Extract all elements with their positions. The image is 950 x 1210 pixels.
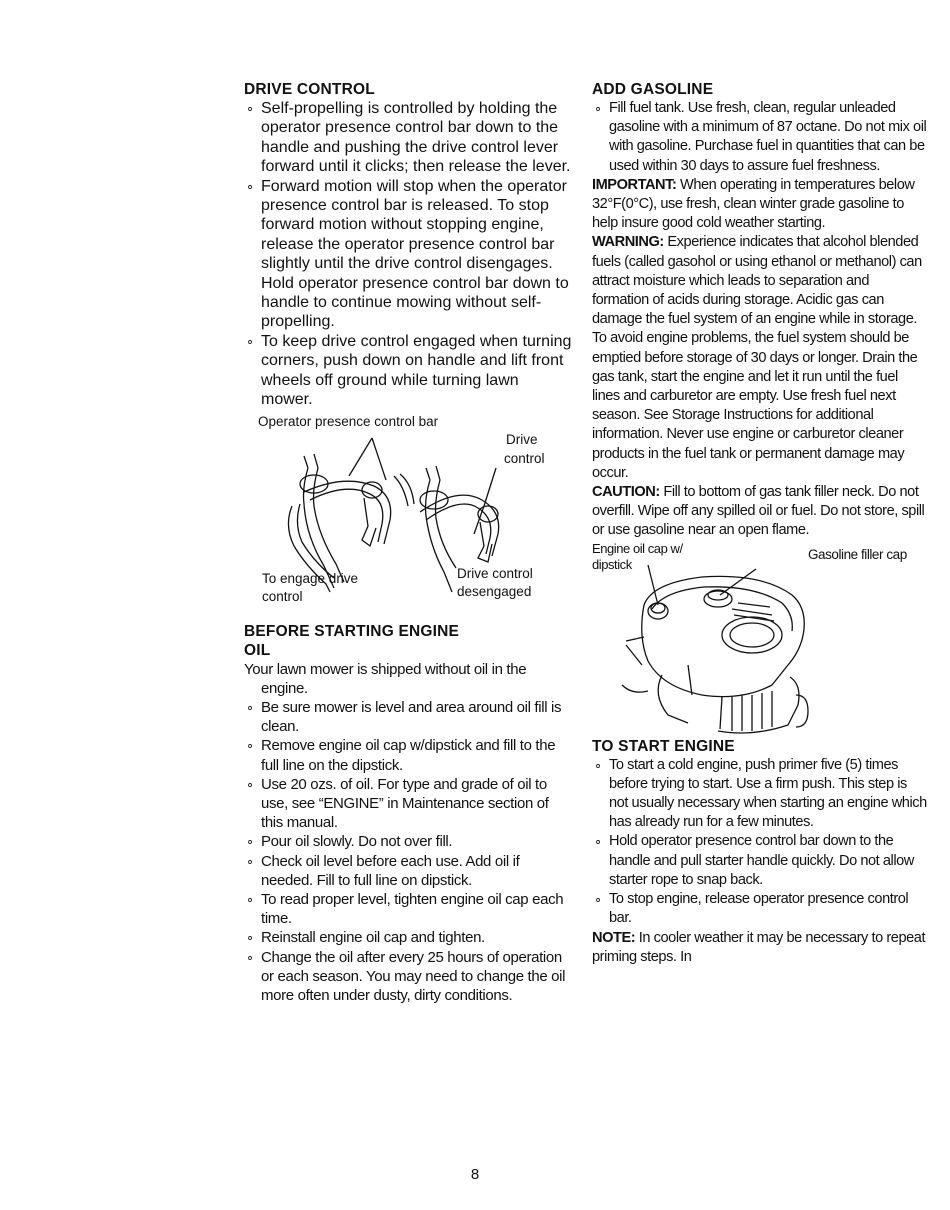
- operator-bar-label: Operator presence control bar: [258, 413, 439, 429]
- important-paragraph: [592, 176, 927, 234]
- oil-cap-label-line1: Engine oil cap w/: [592, 540, 683, 556]
- warning-label: WARNING:: [592, 234, 664, 251]
- filler-cap-label: Gasoline filler cap: [808, 546, 907, 562]
- gasoline-list: [592, 99, 927, 176]
- list-item: ∘ Pour oil slowly. Do not over fill.: [244, 832, 574, 851]
- important-text: When operating in temperatures below 32°F(0°C), use fresh, clean winter grade gasoline to help insure good cold weather starting.: [592, 176, 915, 232]
- list-item: ∘ To keep drive control engaged when turning corners, push down on handle and lift front wheels off ground while turning lawn mower.: [244, 332, 574, 410]
- list-item: ∘ Use 20 ozs. of oil. For type and grade of oil to use, see “ENGINE” in Maintenance section of this manual.: [244, 775, 574, 833]
- list-item: ∘ Hold operator presence control bar down to the handle and pull starter handle quickly. Do not allow starter rope to snap back.: [592, 832, 927, 890]
- drive-control-heading: DRIVE CONTROL: [244, 81, 375, 98]
- warning-paragraph: [592, 233, 927, 483]
- to-start-list: [592, 756, 927, 929]
- list-item: ∘ Reinstall engine oil cap and tighten.: [244, 928, 574, 947]
- list-item: ∘ Change the oil after every 25 hours of operation or each season. You may need to change the oil more often under dusty, dirty conditions.: [244, 948, 574, 1006]
- list-item: ∘ Forward motion will stop when the operator presence control bar is released. To stop forward motion without stopping engine, release the operator presence control bar slightly until the drive control disengages. Hold operator presence control bar down to handle to continue mowing without self-propelling.: [244, 177, 574, 332]
- caution-paragraph: [592, 483, 927, 541]
- before-starting-heading: BEFORE STARTING ENGINE: [244, 622, 460, 640]
- left-column: [244, 80, 574, 1005]
- to-start-heading: TO START ENGINE: [592, 737, 735, 755]
- oil-subheading: OIL: [244, 641, 271, 659]
- drive-control-label-line1: Drive: [506, 431, 538, 447]
- drive-control-list: [244, 99, 574, 410]
- engine-figure: [592, 540, 922, 735]
- disengaged-label-line1: Drive control: [457, 565, 533, 581]
- add-gasoline-heading: ADD GASOLINE: [592, 81, 714, 98]
- before-starting-section: [244, 622, 574, 1006]
- drive-control-figure: [244, 413, 574, 612]
- drive-control-label-line2: control: [504, 450, 545, 466]
- note-text: In cooler weather it may be necessary to repeat priming steps. In: [592, 929, 926, 965]
- caution-label: CAUTION:: [592, 484, 660, 501]
- list-item: ∘ Self-propelling is controlled by holding the operator presence control bar down to the handle and pushing the drive control lever forward until it clicks; then release the lever.: [244, 99, 574, 177]
- engine-illustration: [592, 545, 922, 735]
- caution-text: Fill to bottom of gas tank filler neck. Do not overfill. Wipe off any spilled oil or fuel. Do not store, spill or use gasoline near an open flame.: [592, 484, 925, 539]
- warning-text: Experience indicates that alcohol blended fuels (called gasohol or using ethanol or methanol) can attract moisture which leads to separation and formation of acids during storage. Acidic gas can damage the fuel system of an engine while in storage. To avoid engine problems, the fuel system should be emptied before storage of 30 days or longer. Drain the gas tank, start the engine and let it run until the fuel lines and carburetor are empty. Use fresh fuel next season. See Storage Instructions for additional information. Never use engine or carburetor cleaner products in the fuel tank or permanent damage may occur.: [592, 234, 922, 481]
- note-paragraph: [592, 929, 927, 967]
- list-item: ∘ Remove engine oil cap w/dipstick and fill to the full line on the dipstick.: [244, 736, 574, 774]
- engage-label-line1: To engage drive: [262, 570, 359, 586]
- list-item: ∘ Check oil level before each use. Add oil if needed. Fill to full line on dipstick.: [244, 852, 574, 890]
- oil-cap-label-line2: dipstick: [592, 556, 632, 572]
- list-item: ∘ To read proper level, tighten engine oil cap each time.: [244, 890, 574, 928]
- page-number: 8: [470, 1166, 480, 1183]
- note-label: NOTE:: [592, 929, 636, 946]
- engage-label-line2: control: [262, 588, 303, 604]
- oil-list: [244, 698, 574, 1005]
- list-item: ∘ To stop engine, release operator presence control bar.: [592, 890, 927, 928]
- important-label: IMPORTANT:: [592, 176, 677, 193]
- oil-intro: Your lawn mower is shipped without oil in the engine.: [244, 660, 527, 697]
- list-item: ∘ Be sure mower is level and area around oil fill is clean.: [244, 698, 574, 736]
- disengaged-label-line2: desengaged: [457, 583, 532, 599]
- list-item: ∘ Fill fuel tank. Use fresh, clean, regular unleaded gasoline with a minimum of 87 octane. Do not mix oil with gasoline. Purchase fuel in quantities that can be used within 30 days to assure fuel freshness.: [592, 99, 927, 176]
- right-column: [592, 80, 927, 967]
- list-item: ∘ To start a cold engine, push primer five (5) times before trying to start. Use a firm push. This step is not usually necessary when starting an engine which has already run for a few minutes.: [592, 756, 927, 833]
